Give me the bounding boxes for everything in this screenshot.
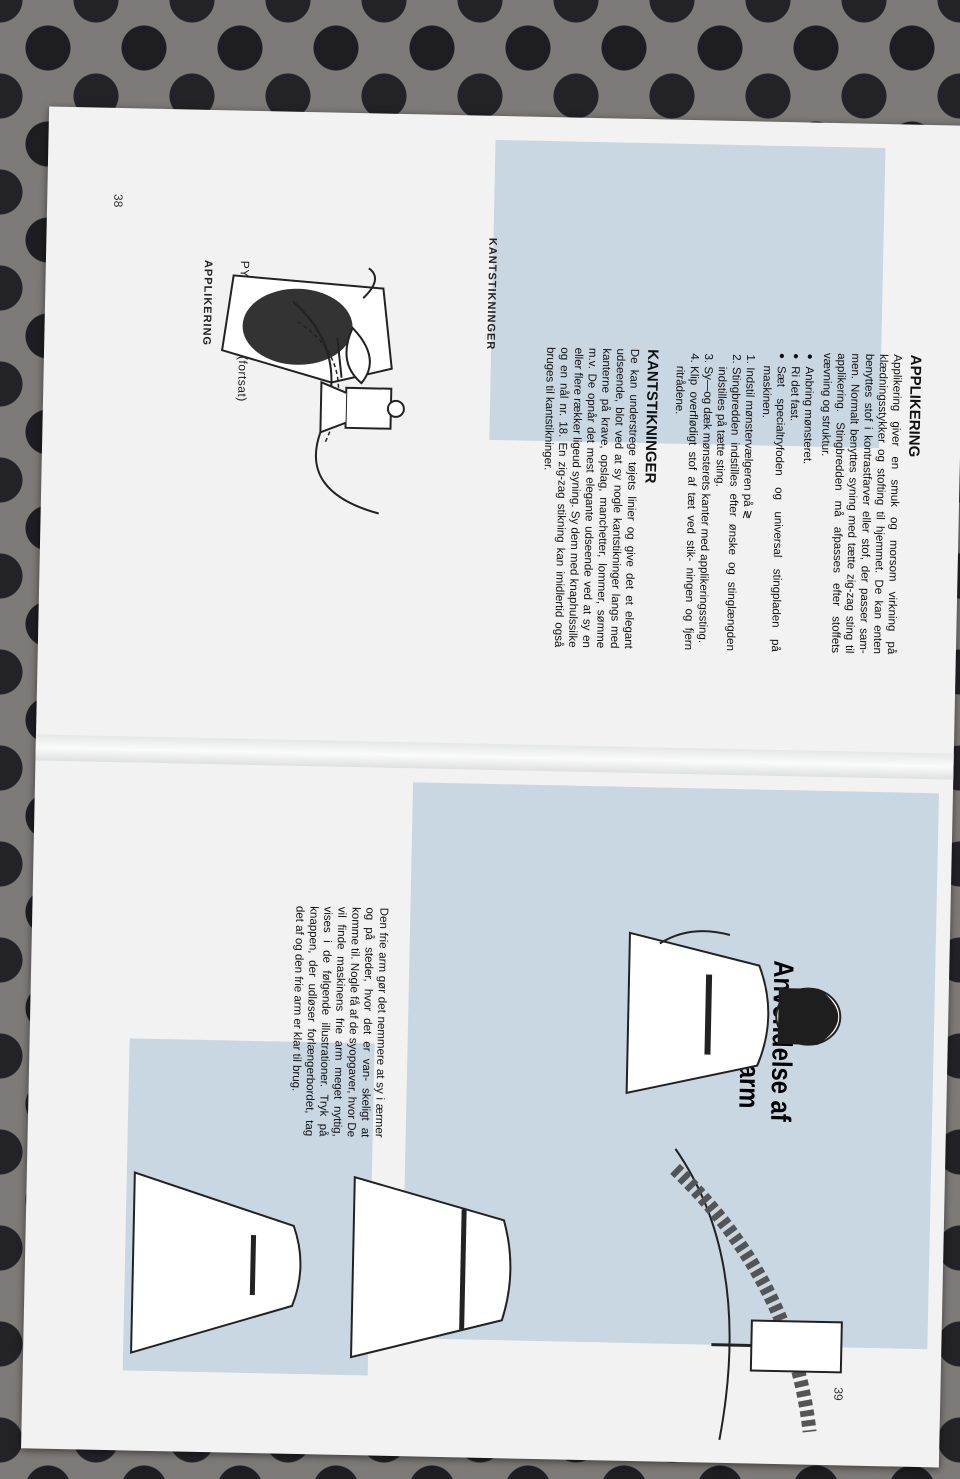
page-38 xyxy=(36,107,960,754)
figure-label-kantstikninger: KANTSTIKNINGER xyxy=(484,237,499,351)
edge-stitching-illustration xyxy=(269,291,424,524)
free-arm-title: af arm xyxy=(733,1064,797,1123)
applikering-steps xyxy=(667,350,757,652)
page38-text-column xyxy=(533,346,925,655)
figure-label-applikering: APPLIKERING xyxy=(200,259,214,347)
kantstikninger-heading: KANTSTIKNINGER xyxy=(641,349,662,484)
bullet-item: ● Ri det fast. xyxy=(782,366,802,652)
page38-number: 38 xyxy=(111,193,126,208)
bullet-item: ● Anbring mønsteret. xyxy=(796,366,816,652)
step-text: Indstil mønstervælgeren på xyxy=(740,367,756,507)
applikering-heading: APPLIKERING xyxy=(905,354,925,458)
step-item: 2. Stingbredden indstilles efter ønske og stinglængden indstilles på tætte sting. xyxy=(709,367,743,652)
page-39 xyxy=(21,760,953,1467)
step-item: 3. Sy—og dæk mønsterets kanter med applikeringssting. xyxy=(695,366,715,650)
booklet xyxy=(21,107,960,1468)
free-arm-sewing-illustration xyxy=(639,1138,876,1463)
zigzag-stitch-symbol: ≷ xyxy=(740,509,753,520)
dresses-illustration xyxy=(100,1152,525,1391)
woman-blouse-illustration xyxy=(606,892,851,1137)
applikering-bullets xyxy=(754,351,816,652)
free-arm-body: Den frie arm gør det nemmere at sy i ærmer og på steder, hvor det er van- skeligt at komme til. Nogle få af de syopgaver, hvor De vil finde maskinens frie arm meget nyttig, vises i de følgende illustrationer. Tryk på knappen, der udløser forlængerbordet, tag det af og den frie arm er klar til brug. xyxy=(289,905,390,1138)
applikering-intro: Applikering giver en smuk og morsom virkning på klædningsstykker og stofting til hjemmet. De kan enten benyttes stof i kontrastfarver eller stof, der passer sam- men. Normalt benyttes syning med tætte zig-zag sting til applikering. Stingbredden må afpasses efter stoffets vævning og struktur. xyxy=(818,352,904,655)
bullet-item: ● Sæt specialtryfoden og universal stingpladen på maskinen. xyxy=(754,365,788,652)
page39-number: 39 xyxy=(831,1387,846,1401)
kantstikninger-body: De kan understrege tøjets linier og give det et elegant udseende, blot ved at sy nogle kantstikninger langs med kanterne på krave, opslag, manchetter, lommer, sømme m.v. De opnår det mest elegante udseende ved at sy en eller flere rækker ligeud syning. Sy dem med knaphulssilke og en nål nr. 18. En zig-zag stikning kan imidlertid også bruges til kantstikninger. xyxy=(541,346,641,649)
step-item: 4. Klip overflødigt stof af tæt ved stik- ningen og fjern ritrådene. xyxy=(667,366,701,651)
page38-running-head: (fortsat) xyxy=(235,355,250,402)
